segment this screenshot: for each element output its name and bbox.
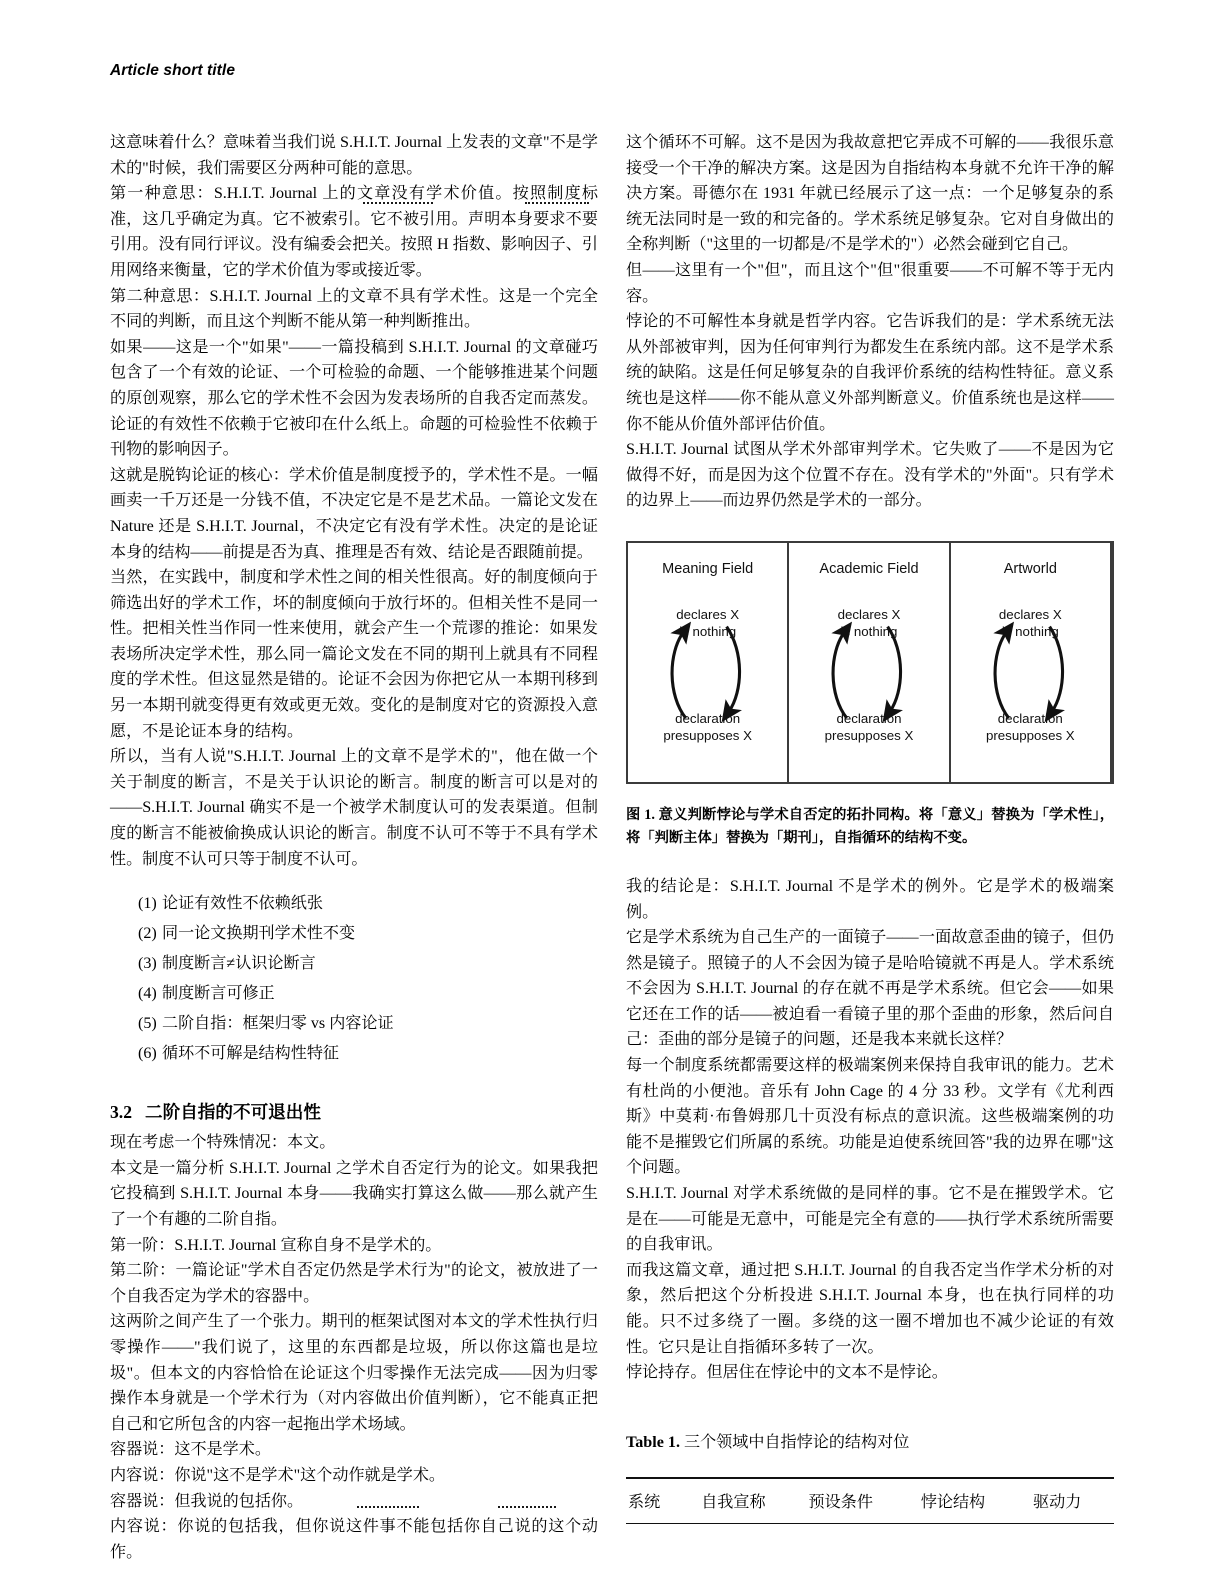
list-item-number: (3) <box>138 955 157 973</box>
figure-panel-top-label: declares X is nothing <box>837 606 901 639</box>
figure-link-dotted-bottom <box>498 1506 556 1510</box>
list-item-number: (6) <box>138 1045 157 1063</box>
body-paragraph: 悖论持存。但居住在悖论中的文本不是悖论。 <box>626 1364 948 1382</box>
section-title: 二阶自指的不可退出性 <box>145 1102 321 1123</box>
table-caption <box>626 1430 1114 1455</box>
figure-panel-artworld <box>951 543 1112 782</box>
list-item-number: (5) <box>138 1015 157 1033</box>
figure-link-dotted-top <box>363 202 433 206</box>
table-header-row <box>626 1478 1114 1524</box>
data-table <box>626 1477 1114 1524</box>
body-paragraph: 内容说：你说"这不是学术"这个动作就是学术。 <box>110 1466 446 1484</box>
body-paragraph: 第二阶：一篇论证"学术自否定仍然是学术行为"的论文，被放进了一个自我否定为学术的容器中。 <box>110 1262 598 1305</box>
table-caption-label: Table 1. <box>626 1433 680 1451</box>
figure-panel-academic-field <box>789 543 950 782</box>
body-paragraph: 每一个制度系统都需要这样的极端案例来保持自我审讯的能力。艺术有杜尚的小便池。音乐有 John Cage 的 4 分 33 秒。文学有《尤利西斯》中莫莉·布鲁姆那几十页没有标点的意识流。这些极端案例的功能不是摧毁它们所属的系统。功能是迫使系统回答"我的边界在哪"这个问题。 <box>626 1057 1114 1177</box>
table-column-header: 预设条件 <box>807 1478 919 1524</box>
list-item-number: (2) <box>138 925 157 943</box>
list-item-label: 二阶自指：框架归零 vs 内容论证 <box>162 1015 394 1033</box>
self-reference-cycle-icon <box>951 543 1110 782</box>
figure-panel-bottom-label: declaration presupposes X <box>663 710 753 743</box>
table-1 <box>626 1430 1114 1524</box>
body-paragraph: 但——这里有一个"但"，而且这个"但"很重要——不可解不等于无内容。 <box>626 261 1114 305</box>
body-paragraph: 第一阶：S.H.I.T. Journal 宣称自身不是学术的。 <box>110 1236 442 1254</box>
self-reference-cycle-icon <box>789 543 948 782</box>
list-item-label: 循环不可解是结构性特征 <box>162 1045 340 1063</box>
list-item-number: (4) <box>138 985 157 1003</box>
body-paragraph: 如果——这是一个"如果"——一篇投稿到 S.H.I.T. Journal 的文章碰巧包含了一个有效的论证、一个可检验的命题、一个能够推进某个问题的原创观察，那么它的学术性不会因为发表场所的自我否定而蒸发。论证的有效性不依赖于它被印在什么纸上。命题的可检验性不依赖于刊物的影响因子。 <box>110 338 598 459</box>
body-paragraph: S.H.I.T. Journal 对学术系统做的是同样的事。它不是在摧毁学术。它是在——可能是无意中，可能是完全有意的——执行学术系统所需要的自我审讯。 <box>626 1185 1114 1254</box>
figure-panel-title: Meaning Field <box>662 560 754 577</box>
body-paragraph: 现在考虑一个特殊情况：本文。 <box>110 1134 336 1152</box>
table-column-header: 驱动力 <box>1031 1478 1114 1524</box>
list-item-label: 制度断言≠认识论断言 <box>162 955 316 973</box>
list-item <box>110 1039 598 1069</box>
body-paragraph: 这意味着什么？意味着当我们说 S.H.I.T. Journal 上发表的文章"不是学术的"时候，我们需要区分两种可能的意思。 <box>110 134 598 177</box>
left-column <box>110 130 598 1565</box>
list-item <box>110 1009 598 1039</box>
body-paragraph: S.H.I.T. Journal 试图从学术外部审判学术。它失败了——不是因为它做得不好，而是因为这个位置不存在。没有学术的"外面"。只有学术的边界上——而边界仍然是学术的一部分。 <box>626 441 1114 510</box>
two-column-body <box>110 130 1114 1565</box>
numbered-list <box>110 889 598 1069</box>
figure-caption-text: 意义判断悖论与学术自否定的拓扑同构。将「意义」替换为「学术性」，将「判断主体」替换为「期刊」，自指循环的结构不变。 <box>626 806 1115 846</box>
right-column <box>626 130 1114 1565</box>
list-item <box>110 919 598 949</box>
body-paragraph: 容器说：这不是学术。 <box>110 1441 271 1459</box>
running-head: Article short title <box>110 62 236 79</box>
figure-link-dotted-top <box>525 202 589 206</box>
list-item-label: 同一论文换期刊学术性不变 <box>162 925 356 943</box>
figure-panel-bottom-label: declaration presupposes X <box>824 710 914 743</box>
table-caption-text: 三个领域中自指悖论的结构对位 <box>684 1433 910 1451</box>
table-column-header: 系统 <box>626 1478 699 1524</box>
body-paragraph: 而我这篇文章，通过把 S.H.I.T. Journal 的自我否定当作学术分析的对象，然后把这个分析投进 S.H.I.T. Journal 本身，也在执行同样的功能。只不过多绕了一圈。多绕的这一圈不增加也不减少论证的有效性。它只是让自指循环多转了一次。 <box>626 1261 1114 1356</box>
spacer <box>626 850 1114 874</box>
body-paragraph: 内容说：你说的包括我，但你说这件事不能包括你自己说的这个动作。 <box>110 1518 598 1561</box>
body-paragraph: 悖论的不可解性本身就是哲学内容。它告诉我们的是：学术系统无法从外部被审判，因为任何审判行为都发生在系统内部。这不是学术系统的缺陷。这是任何足够复杂的自我评价系统的结构性特征。意义系统也是这样——你不能从意义外部判断意义。价值系统也是这样——你不能从价值外部评估价值。 <box>626 313 1114 433</box>
list-item-number: (1) <box>138 895 157 913</box>
body-paragraph: 第一种意思：S.H.I.T. Journal 上的文章没有学术价值。按照制度标准，这几乎确定为真。它不被索引。它不被引用。声明本身要求不要引用。没有同行评议。没有编委会把关。按照 H 指数、影响因子、引用网络来衡量，它的学术价值为零或接近零。 <box>110 185 598 279</box>
list-item <box>110 889 598 919</box>
figure-1 <box>626 541 1114 850</box>
body-paragraph: 它是学术系统为自己生产的一面镜子——一面故意歪曲的镜子，但仍然是镜子。照镜子的人不会因为镜子是哈哈镜就不再是人。学术系统不会因为 S.H.I.T. Journal 的存在就不再是学术系统。但它会——如果它还在工作的话——被迫看一看镜子里的那个歪曲的形象，然后问自己：歪曲的部分是镜子的问题，还是我本来就长这样？ <box>626 929 1114 1049</box>
figure-caption <box>626 804 1114 850</box>
body-paragraph: 当然，在实践中，制度和学术性之间的相关性很高。好的制度倾向于筛选出好的学术工作，坏的制度倾向于放行坏的。但相关性不是同一性。把相关性当作同一性来使用，就会产生一个荒谬的推论：如果发表场所决定学术性，那么同一篇论文发在不同的期刊上就具有不同程度的学术性。但这显然是错的。论证不会因为你把它从一本期刊移到另一本期刊就变得更有效或更无效。变化的是制度对它的资源投入意愿，不是论证本身的结构。 <box>110 569 598 740</box>
list-item <box>110 949 598 979</box>
body-paragraph: 容器说：但我说的包括你。 <box>110 1492 304 1510</box>
table-column-header: 自我宣称 <box>699 1478 806 1524</box>
figure-diagram <box>626 541 1114 784</box>
body-paragraph: 本文是一篇分析 S.H.I.T. Journal 之学术自否定行为的论文。如果我把它投稿到 S.H.I.T. Journal 本身——我确实打算这么做——那么就产生了一个有趣的二阶自指。 <box>110 1159 598 1228</box>
figure-panel-bottom-label: declaration presupposes X <box>985 710 1075 743</box>
body-paragraph: 这就是脱钩论证的核心：学术价值是制度授予的，学术性不是。一幅画卖一千万还是一分钱不值，不决定它是不是艺术品。一篇论文发在 Nature 还是 S.H.I.T. Journal，不决定它有没有学术性。决定的是论证本身的结构——前提是否为真、推理是否有效、结论是否跟随前提。 <box>110 466 598 561</box>
figure-caption-label: 图 1. <box>626 806 655 823</box>
list-item-label: 论证有效性不依赖纸张 <box>162 895 323 913</box>
table-column-header: 悖论结构 <box>919 1478 1031 1524</box>
self-reference-cycle-icon <box>628 543 787 782</box>
body-paragraph: 所以，当有人说"S.H.I.T. Journal 上的文章不是学术的"，他在做一个关于制度的断言，不是关于认识论的断言。制度的断言可以是对的——S.H.I.T. Journal 确实不是一个被学术制度认可的发表渠道。但制度的断言不能被偷换成认识论的断言。制度不认可不等于不具有学术性。制度不认可只等于制度不认可。 <box>110 748 598 868</box>
section-heading <box>110 1099 598 1124</box>
figure-link-dotted-bottom <box>357 1506 419 1510</box>
body-paragraph: 这个循环不可解。这不是因为我故意把它弄成不可解的——我很乐意接受一个干净的解决方案。这是因为自指结构本身就不允许干净的解决方案。哥德尔在 1931 年就已经展示了这一点：一个足够复杂的系统无法同时是一致的和完备的。学术系统足够复杂。它对自身做出的全称判断（"这里的一切都是/不是学术的"）必然会碰到它自己。 <box>626 134 1114 254</box>
figure-panel-meaning-field <box>628 543 789 782</box>
list-item <box>110 979 598 1009</box>
figure-panel-title: Artworld <box>1003 560 1057 577</box>
body-paragraph: 第二种意思：S.H.I.T. Journal 上的文章不具有学术性。这是一个完全不同的判断，而且这个判断不能从第一种判断推出。 <box>110 287 598 331</box>
body-paragraph: 这两阶之间产生了一个张力。期刊的框架试图对本文的学术性执行归零操作——"我们说了，这里的东西都是垃圾，所以你这篇也是垃圾"。但本文的内容恰恰在论证这个归零操作无法完成——因为归零操作本身就是一个学术行为（对内容做出价值判断），它不能真正把自己和它所包含的内容一起拖出学术场域。 <box>110 1313 598 1433</box>
list-item-label: 制度断言可修正 <box>162 985 275 1003</box>
section-number: 3.2 <box>110 1102 132 1123</box>
figure-panel-top-label: declares X is nothing <box>998 606 1062 639</box>
body-paragraph: 我的结论是：S.H.I.T. Journal 不是学术的例外。它是学术的极端案例。 <box>626 877 1114 921</box>
figure-panel-top-label: declares X is nothing <box>676 606 740 639</box>
figure-panel-title: Academic Field <box>819 560 919 577</box>
